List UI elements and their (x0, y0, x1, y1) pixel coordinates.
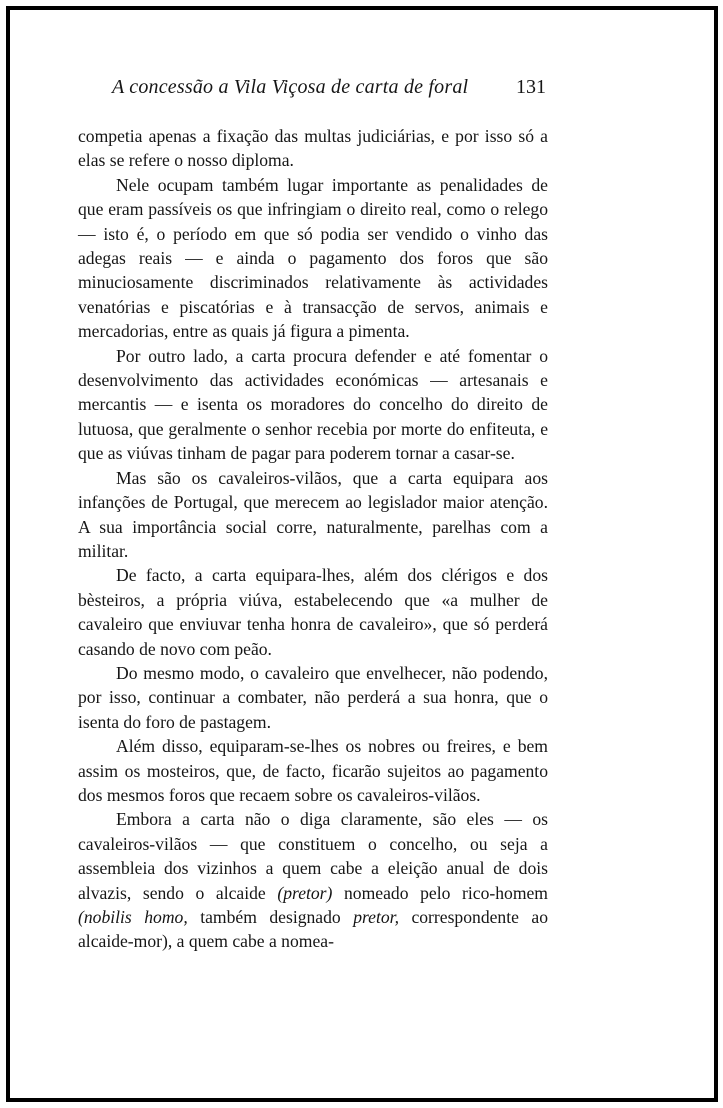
paragraph-3: Por outro lado, a carta procura defender e até fomentar o desenvolvimento das actividades económicas — artesanais e mercantis — e isenta os moradores do concelho do direito de lutuosa, que geralmente o senhor recebia por morte do enfiteuta, e que as viúvas tinham de pagar para poderem tornar a casar-se. (78, 345, 548, 464)
running-head (112, 76, 546, 99)
paragraph-6: Do mesmo modo, o cavaleiro que envelhecer, não podendo, por isso, continuar a combater, não perderá a sua honra, que o isenta do foro de pastagem. (78, 662, 548, 732)
paragraph-5: De facto, a carta equipara-lhes, além dos clérigos e dos bèsteiros, a própria viúva, estabelecendo que «a mulher de cavaleiro que enviuvar tenha honra de cavaleiro», que só perderá casando de novo com peão. (78, 565, 548, 659)
p8-italic-pretor-2: pretor, (353, 907, 399, 927)
paragraph-7: Além disso, equiparam-se-lhes os nobres ou freires, e bem assim os mosteiros, que, de facto, ficarão sujeitos ao pagamento dos mesmos foros que recaem sobre os cavaleiros-vilãos. (78, 736, 548, 805)
running-title: A concessão a Vila Viçosa de carta de foral (112, 76, 469, 98)
body-text (78, 124, 548, 954)
p8-text-c: nomeado pelo rico-homem (332, 882, 548, 903)
p8-italic-pretor: (pretor) (277, 882, 333, 903)
p8-italic-nobilis: (nobilis homo, (78, 907, 188, 927)
page-number: 131 (516, 76, 546, 98)
p8-text-e: também designado (187, 907, 354, 927)
paragraph-1: competia apenas a fixação das multas judiciárias, e por isso só a elas se refere o nosso diploma. (78, 126, 548, 171)
paragraph-4: Mas são os cavaleiros-vilãos, que a carta equipara aos infanções de Portugal, que merecem ao legislador maior atenção. A sua importância social corre, naturalmente, parelhas com a militar. (78, 467, 548, 561)
paragraph-2: Nele ocupam também lugar importante as penalidades de que eram passíveis os que infringiam o direito real, como o relego — isto é, o período em que só podia ser vendido o vinho das adegas reais — e ainda o pagamento dos foros que são minuciosamente discriminados relativamente às actividades venatórias e piscatórias e à transacção de servos, animais e mercadorias, entre as quais já figura a pimenta. (78, 174, 548, 342)
p8-text-g: correspondente ao alcaide-mor), a quem cabe a nomea- (78, 907, 548, 952)
paragraph-8 (78, 807, 548, 953)
p8-text-a: Embora a carta não o diga claramente, são eles — os cavaleiros-vilãos — que constituem o concelho, ou seja a assembleia dos vizinhos a quem cabe a eleição anual de dois alvazis, sendo o alcaide (78, 809, 548, 903)
